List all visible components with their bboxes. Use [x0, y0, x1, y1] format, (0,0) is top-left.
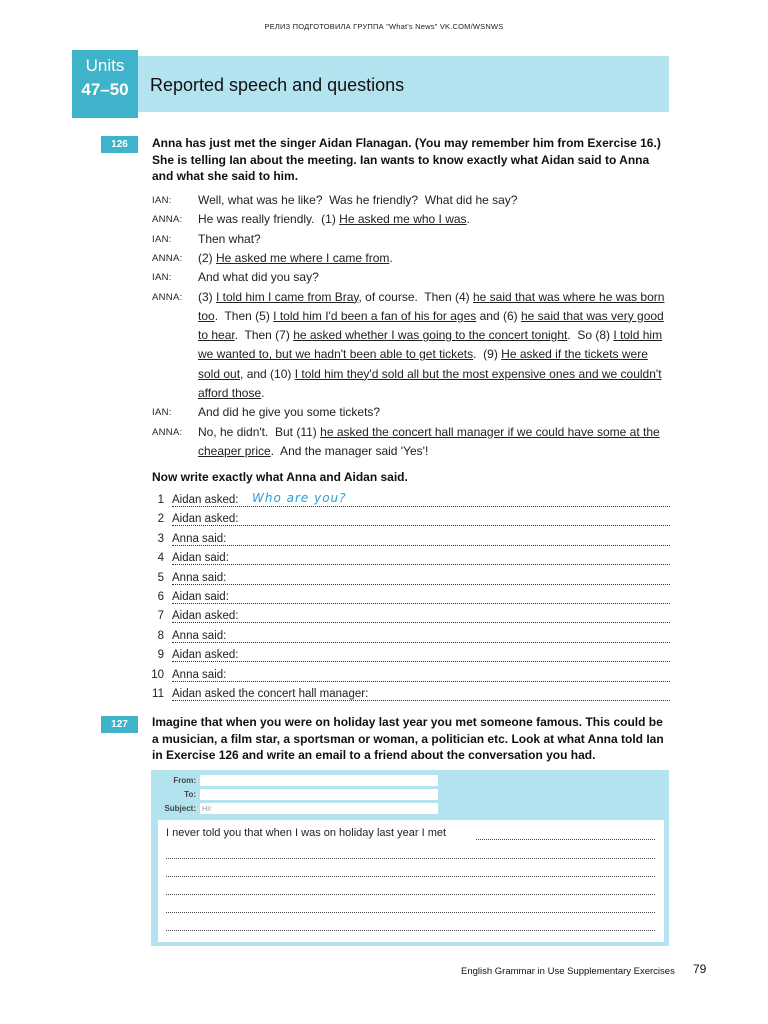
exercise-number-126: 126 — [101, 136, 138, 153]
email-line — [166, 858, 655, 859]
dialogue-text — [198, 249, 676, 268]
answer-row — [148, 550, 670, 569]
answer-number: 11 — [152, 688, 164, 700]
underlined-reported-speech: I told him I'd been a fan of his for ages — [273, 308, 477, 323]
dialogue-line — [198, 230, 676, 249]
dialogue-line — [198, 288, 676, 307]
answer-row — [148, 531, 670, 550]
dialogue-line — [198, 210, 676, 229]
email-subject-field[interactable]: Hi! — [200, 803, 438, 814]
book-title-footer: English Grammar in Use Supplementary Exercises — [461, 966, 675, 977]
dialogue-line — [198, 384, 676, 403]
page-title: Reported speech and questions — [150, 75, 405, 95]
speaker-label: IAN: — [152, 407, 172, 419]
speaker-label: ANNA: — [152, 214, 183, 226]
release-note: РЕЛИЗ ПОДГОТОВИЛА ГРУППА "What's News" VK.COM/WSNWS — [264, 22, 504, 31]
dialogue-text — [198, 210, 676, 229]
answer-line[interactable] — [172, 681, 670, 682]
dialogue-turn — [152, 230, 676, 249]
answer-line[interactable] — [172, 545, 670, 546]
dialogue-line — [198, 307, 676, 326]
underlined-reported-speech: cheaper price — [198, 443, 271, 458]
answer-number: 4 — [157, 552, 164, 565]
dialogue-fragment: . — [389, 250, 393, 265]
unit-badge — [72, 50, 138, 118]
underlined-reported-speech: I told him they'd sold all but the most expensive ones and we couldn't — [294, 366, 662, 381]
answer-number: 2 — [157, 513, 164, 526]
dialogue-fragment: , and (10) — [240, 366, 295, 381]
answer-label: Aidan said: — [172, 591, 229, 603]
email-line — [166, 930, 655, 931]
underlined-reported-speech: he said that was very good — [520, 308, 664, 323]
dialogue-line — [198, 268, 676, 287]
exercise-126-instruction: Anna has just met the singer Aidan Flanagan. (You may remember him from Exercise 16.) She is telling Ian about the meeting. Ian wants to know exactly what Aidan said to Anna and what she said to him. — [152, 136, 661, 183]
exercise-127-instruction: Imagine that when you were on holiday last year you met someone famous. This could be a musician, a film star, a sportsman or woman, a politician etc. Look at what Anna told Ian in Exercise 126 and write an email to a friend about the conversation you had. — [152, 715, 664, 762]
underlined-reported-speech: he said that was where he was born — [472, 289, 665, 304]
answer-line[interactable] — [172, 506, 670, 507]
speaker-label: ANNA: — [152, 426, 183, 438]
answer-row — [148, 608, 670, 627]
answer-number: 5 — [157, 571, 164, 584]
underlined-reported-speech: sold out — [198, 366, 241, 381]
dialogue-fragment: . So (8) — [567, 328, 614, 343]
answer-line[interactable] — [172, 525, 670, 526]
email-to-field[interactable] — [200, 789, 438, 800]
title-bar — [138, 56, 669, 112]
dialogue-fragment: . — [466, 212, 470, 227]
dialogue-fragment: (3) — [198, 289, 216, 304]
answer-row — [148, 686, 670, 705]
dialogue-fragment: Then what? — [198, 231, 261, 246]
dialogue-text — [198, 191, 676, 210]
dialogue-text — [198, 423, 676, 462]
dialogue-fragment: (2) — [198, 250, 216, 265]
dialogue-line — [198, 403, 676, 422]
dialogue-fragment: . — [261, 385, 265, 400]
answer-label: Aidan asked the concert hall manager: — [172, 688, 369, 700]
dialogue-text — [198, 268, 676, 287]
dialogue-turn — [152, 191, 676, 210]
dialogue-turn — [152, 249, 676, 268]
dialogue-line — [198, 442, 676, 461]
answer-label: Anna said: — [172, 532, 227, 545]
underlined-reported-speech: I told him I came from Bray — [216, 289, 359, 304]
email-subject-label: Subject: — [164, 804, 196, 813]
dialogue-turn — [152, 268, 676, 287]
speaker-label: IAN: — [152, 233, 172, 245]
answer-row — [148, 628, 670, 647]
unit-label: Units — [85, 56, 125, 75]
dialogue-fragment: . (9) — [473, 347, 502, 362]
email-line — [166, 876, 655, 877]
underlined-reported-speech: He asked me who I was — [339, 212, 467, 227]
answer-line[interactable] — [172, 584, 670, 585]
underlined-reported-speech: afford those — [198, 385, 262, 400]
example-answer: Who are you? — [252, 491, 347, 505]
underlined-reported-speech: he asked whether I was going to the concert tonight — [293, 328, 568, 343]
dialogue-line — [198, 423, 676, 442]
exercise-number-127: 127 — [101, 716, 138, 733]
answer-row — [148, 589, 670, 608]
answer-row — [148, 570, 670, 589]
dialogue-text — [198, 403, 676, 422]
answer-row — [148, 647, 670, 666]
dialogue-turn — [152, 210, 676, 229]
underlined-reported-speech: too — [198, 308, 215, 323]
answer-line[interactable] — [172, 564, 670, 565]
answer-label: Aidan asked: — [172, 494, 239, 506]
email-body-start: I never told you that when I was on holiday last year I met — [166, 827, 447, 839]
speaker-label: ANNA: — [152, 291, 183, 303]
dialogue-turn — [152, 288, 676, 404]
speaker-label: IAN: — [152, 195, 172, 206]
answer-label: Aidan asked: — [172, 610, 239, 623]
answer-label: Anna said: — [172, 668, 227, 681]
dialogue-line — [198, 191, 676, 210]
answer-label: Aidan asked: — [172, 649, 239, 662]
dialogue-fragment: Well, what was he like? Was he friendly? What did he say? — [198, 193, 518, 207]
dialogue-line — [198, 365, 676, 384]
underlined-reported-speech: I told him — [613, 328, 663, 343]
answer-row — [148, 667, 670, 686]
email-line — [476, 839, 655, 840]
dialogue-fragment: . And the manager said 'Yes'! — [270, 443, 429, 458]
unit-range: 47–50 — [81, 80, 129, 99]
email-form — [151, 770, 669, 946]
dialogue-text — [198, 230, 676, 249]
answer-number: 10 — [151, 668, 164, 681]
exercise-126-sub-instruction: Now write exactly what Anna and Aidan said. — [152, 470, 408, 484]
answer-number: 1 — [157, 494, 164, 506]
dialogue-fragment: . Then (7) — [234, 328, 294, 343]
answer-line[interactable] — [172, 700, 670, 701]
answer-number: 8 — [157, 629, 164, 642]
answer-line[interactable] — [172, 622, 670, 623]
answer-row — [148, 511, 670, 530]
dialogue-fragment: . Then (5) — [214, 308, 274, 323]
dialogue-fragment: He was really friendly. (1) — [198, 212, 340, 227]
underlined-reported-speech: He asked me where I came from — [216, 250, 390, 265]
answer-line[interactable] — [172, 603, 670, 604]
email-from-field[interactable] — [200, 775, 438, 786]
answer-number: 6 — [157, 591, 164, 603]
dialogue-fragment: , of course. Then (4) — [358, 289, 473, 304]
page-number: 79 — [693, 962, 707, 976]
underlined-reported-speech: to hear — [198, 328, 235, 343]
dialogue-fragment: And what did you say? — [198, 270, 319, 285]
dialogue-fragment: And did he give you some tickets? — [198, 405, 381, 420]
answer-number: 7 — [157, 610, 164, 623]
email-from-label: From: — [173, 776, 196, 785]
email-to-label: To: — [184, 790, 196, 799]
email-body[interactable] — [158, 820, 664, 942]
underlined-reported-speech: we wanted to, but we hadn't been able to get tickets — [198, 347, 474, 362]
speaker-label: ANNA: — [152, 252, 183, 264]
answer-line[interactable] — [172, 642, 670, 643]
email-line — [166, 912, 655, 913]
answer-line[interactable] — [172, 661, 670, 662]
email-line — [166, 894, 655, 895]
dialogue-line — [198, 326, 676, 345]
answer-number: 3 — [157, 532, 164, 545]
underlined-reported-speech: He asked if the tickets were — [501, 347, 648, 362]
answer-number: 9 — [157, 649, 164, 662]
answer-label: Anna said: — [172, 571, 227, 584]
dialogue-line — [198, 249, 676, 268]
answer-row — [148, 492, 670, 511]
dialogue-text — [198, 288, 676, 404]
underlined-reported-speech: he asked the concert hall manager if we could have some at the — [320, 424, 660, 439]
dialogue-fragment: No, he didn't. But (11) — [198, 424, 321, 439]
answer-label: Aidan said: — [172, 552, 229, 565]
dialogue-fragment: and (6) — [476, 308, 521, 323]
dialogue-line — [198, 345, 676, 364]
dialogue-turn — [152, 403, 676, 422]
dialogue-turn — [152, 423, 676, 462]
answer-label: Aidan asked: — [172, 513, 239, 526]
answer-label: Anna said: — [172, 629, 227, 642]
speaker-label: IAN: — [152, 272, 172, 284]
